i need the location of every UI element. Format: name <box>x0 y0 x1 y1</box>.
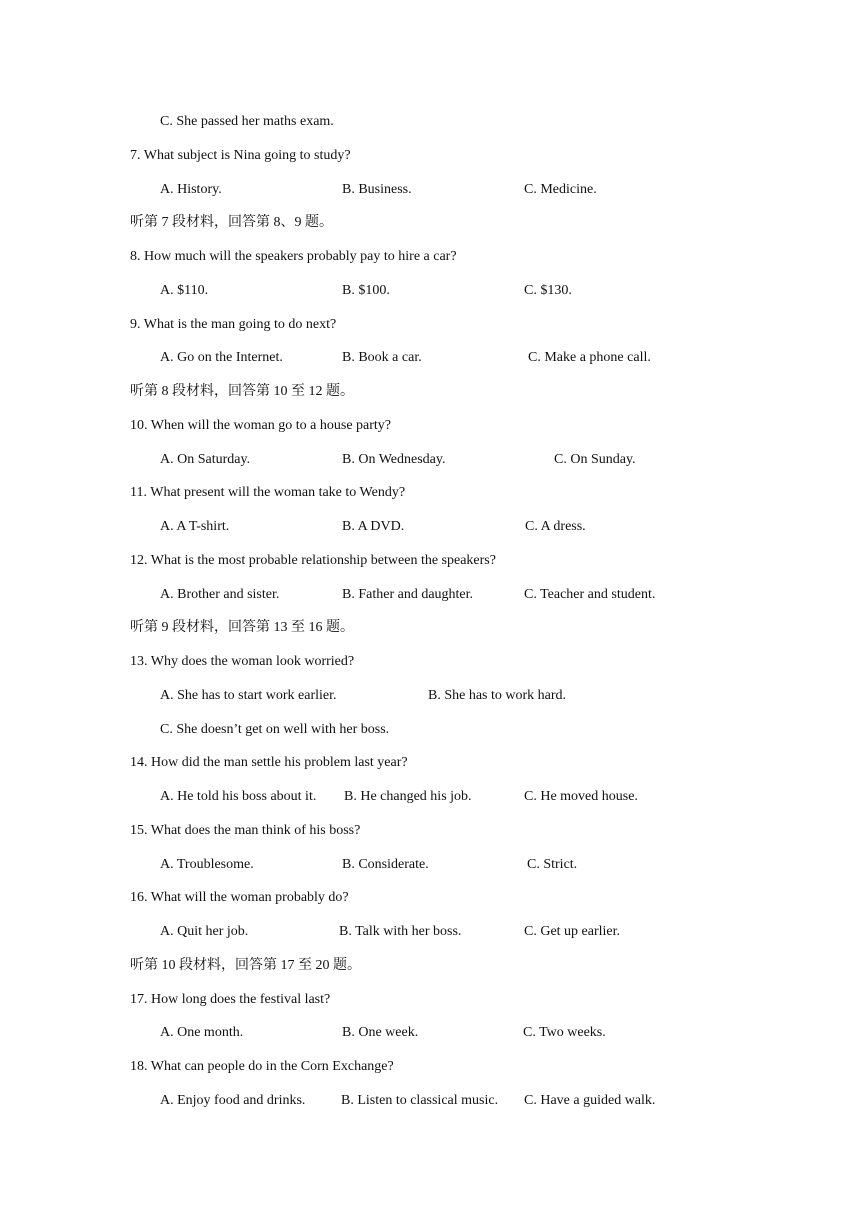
answer-option: C. Strict. <box>527 857 578 872</box>
answer-option: A. History. <box>160 182 222 197</box>
question-text: 18. What can people do in the Corn Exchange? <box>130 1059 394 1074</box>
answer-option: A. Enjoy food and drinks. <box>160 1093 306 1108</box>
answer-option: C. She doesn’t get on well with her boss. <box>160 722 390 737</box>
section-instruction: 听第 9 段材料，回答第 13 至 16 题。 <box>130 620 354 635</box>
section-instruction: 听第 10 段材料，回答第 17 至 20 题。 <box>130 958 361 973</box>
question-text: 9. What is the man going to do next? <box>130 317 337 332</box>
answer-option: B. Father and daughter. <box>342 587 474 602</box>
answer-option: C. A dress. <box>525 519 586 534</box>
answer-option: C. Teacher and student. <box>524 587 656 602</box>
answer-option: A. She has to start work earlier. <box>160 688 337 703</box>
question-text: 17. How long does the festival last? <box>130 992 331 1007</box>
question-text: 15. What does the man think of his boss? <box>130 823 361 838</box>
answer-option: B. He changed his job. <box>344 789 472 804</box>
question-text: 13. Why does the woman look worried? <box>130 654 355 669</box>
question-text: 8. How much will the speakers probably pay to hire a car? <box>130 249 457 264</box>
answer-option: A. Troublesome. <box>160 857 254 872</box>
answer-option: A. Go on the Internet. <box>160 350 283 365</box>
answer-option: C. She passed her maths exam. <box>160 114 334 129</box>
answer-option: A. A T-shirt. <box>160 519 230 534</box>
answer-option: B. On Wednesday. <box>342 452 446 467</box>
answer-option: B. Listen to classical music. <box>341 1093 499 1108</box>
answer-option: A. One month. <box>160 1025 244 1040</box>
question-text: 14. How did the man settle his problem last year? <box>130 755 408 770</box>
question-text: 7. What subject is Nina going to study? <box>130 148 351 163</box>
section-instruction: 听第 8 段材料，回答第 10 至 12 题。 <box>130 384 354 399</box>
answer-option: B. Considerate. <box>342 857 429 872</box>
answer-option: C. Two weeks. <box>523 1025 606 1040</box>
answer-option: A. $110. <box>160 283 209 298</box>
answer-option: B. A DVD. <box>342 519 405 534</box>
answer-option: B. Book a car. <box>342 350 422 365</box>
question-text: 10. When will the woman go to a house party? <box>130 418 392 433</box>
answer-option: B. She has to work hard. <box>428 688 567 703</box>
answer-option: B. One week. <box>342 1025 419 1040</box>
answer-option: C. He moved house. <box>524 789 638 804</box>
answer-option: A. Quit her job. <box>160 924 249 939</box>
answer-option: C. Get up earlier. <box>524 924 621 939</box>
answer-option: B. Business. <box>342 182 412 197</box>
answer-option: A. On Saturday. <box>160 452 251 467</box>
answer-option: C. On Sunday. <box>554 452 636 467</box>
section-instruction: 听第 7 段材料，回答第 8、9 题。 <box>130 215 333 230</box>
question-text: 11. What present will the woman take to Wendy? <box>130 485 406 500</box>
answer-option: C. Medicine. <box>524 182 597 197</box>
question-text: 16. What will the woman probably do? <box>130 890 349 905</box>
answer-option: B. $100. <box>342 283 390 298</box>
answer-option: A. Brother and sister. <box>160 587 280 602</box>
question-text: 12. What is the most probable relationship between the speakers? <box>130 553 496 568</box>
answer-option: C. $130. <box>524 283 572 298</box>
answer-option: C. Make a phone call. <box>528 350 651 365</box>
answer-option: B. Talk with her boss. <box>339 924 462 939</box>
answer-option: A. He told his boss about it. <box>160 789 317 804</box>
answer-option: C. Have a guided walk. <box>524 1093 656 1108</box>
